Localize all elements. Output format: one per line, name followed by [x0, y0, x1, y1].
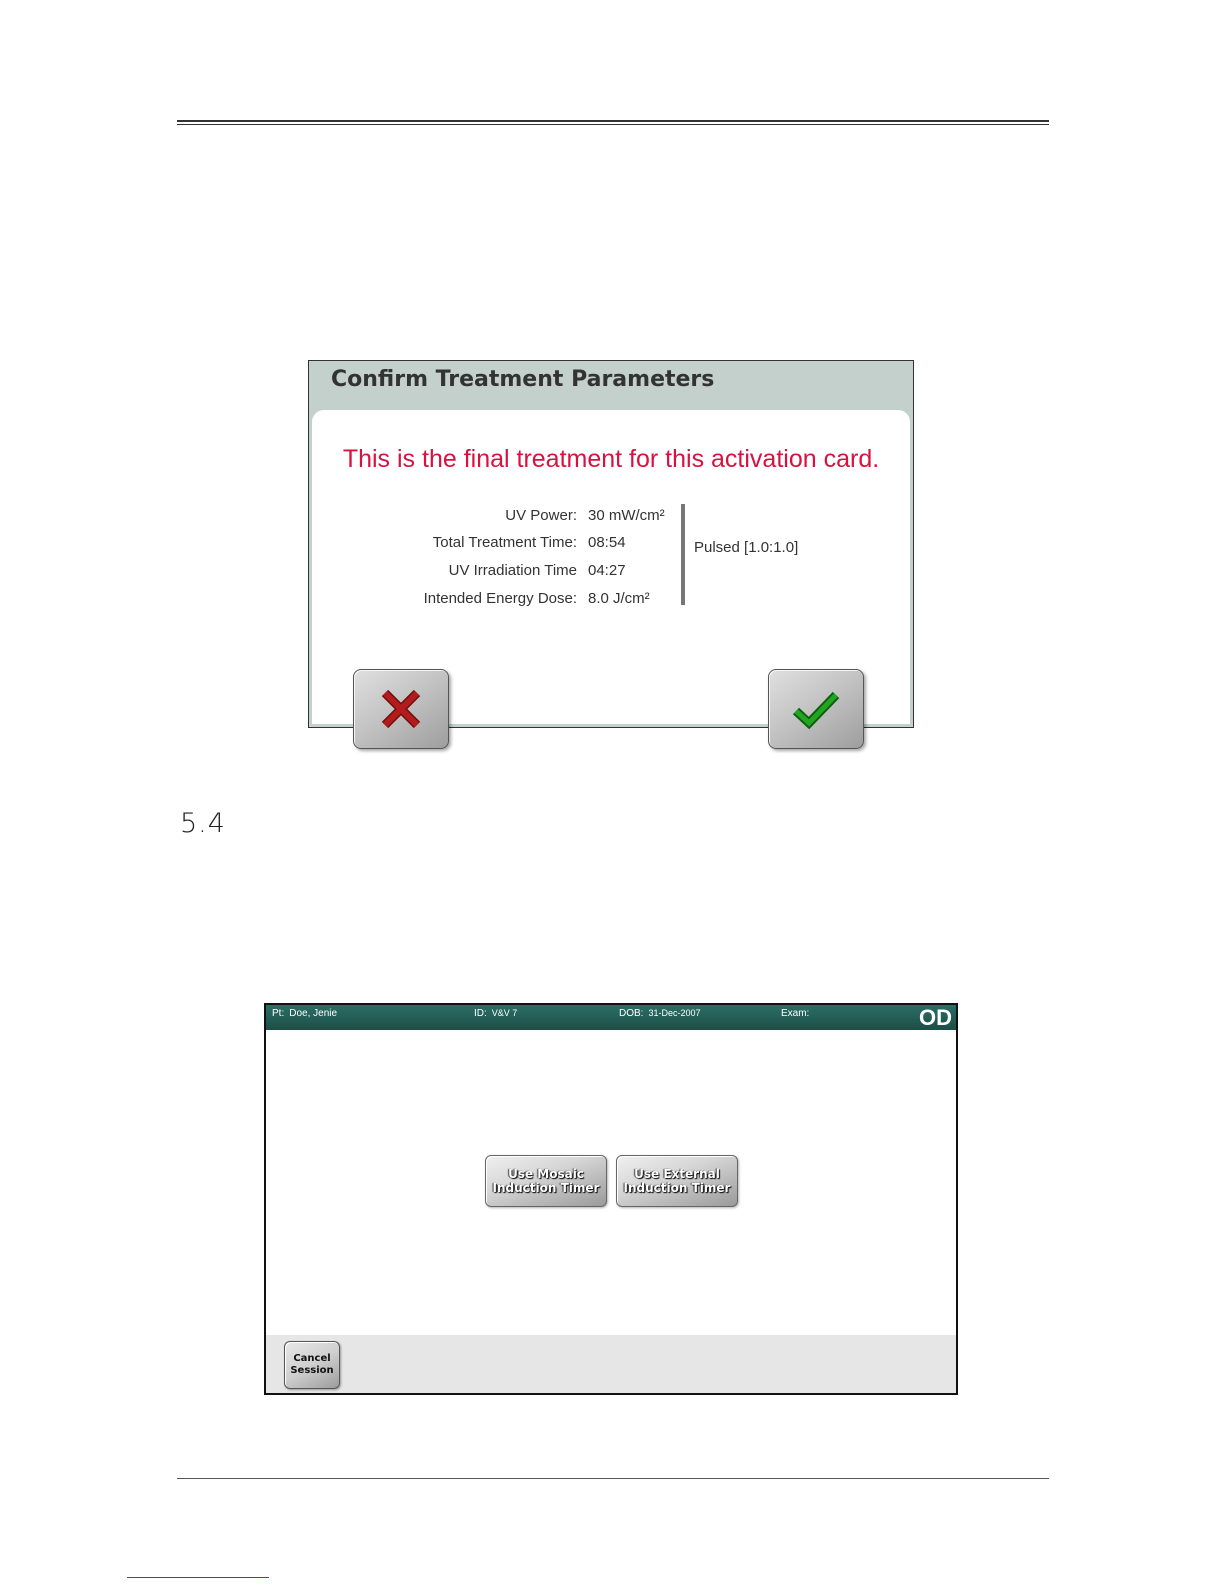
param-row-total-time [312, 530, 912, 556]
button-line: Use Mosaic [508, 1167, 584, 1181]
patient-field [272, 1008, 337, 1019]
patient-label: Pt: [272, 1008, 285, 1019]
button-line: Session [290, 1365, 334, 1376]
dob-label: DOB: [619, 1008, 644, 1019]
section-number: 5.4 [180, 808, 226, 839]
treatment-parameters [312, 503, 912, 613]
param-value: 04:27 [588, 562, 626, 579]
cancel-session-button[interactable] [284, 1341, 340, 1389]
button-line: Induction Timer [623, 1181, 731, 1195]
button-line: Cancel [293, 1353, 331, 1364]
param-value: 8.0 J/cm² [588, 590, 650, 607]
exam-field [781, 1008, 814, 1019]
dob-field [619, 1008, 700, 1019]
eye-indicator: OD [919, 1005, 952, 1030]
x-icon [377, 685, 425, 733]
param-label: Intended Energy Dose: [423, 590, 577, 607]
patient-name: Doe, Jenie [289, 1008, 338, 1019]
pulse-mode: Pulsed [1.0:1.0] [694, 539, 799, 556]
param-row-energy-dose [312, 586, 912, 612]
patient-info-bar [266, 1005, 956, 1030]
exam-label: Exam: [781, 1008, 810, 1019]
final-treatment-warning: This is the final treatment for this activation card. [342, 445, 880, 473]
use-mosaic-timer-button[interactable] [485, 1155, 607, 1207]
dialog-body [312, 410, 910, 724]
param-row-uv-power [312, 503, 912, 529]
footer-rule [177, 1478, 1049, 1479]
parameter-divider [681, 504, 685, 605]
param-label: UV Power: [505, 507, 577, 524]
header-rule [177, 120, 1049, 122]
footer-link-underline[interactable] [127, 1577, 269, 1578]
param-label: Total Treatment Time: [432, 534, 577, 551]
id-value: V&V 7 [491, 1008, 518, 1018]
dob-value: 31-Dec-2007 [648, 1008, 701, 1018]
induction-timer-screen [264, 1003, 958, 1395]
cancel-button[interactable] [353, 669, 449, 749]
button-line: Induction Timer [492, 1181, 600, 1195]
header-rule-thin [177, 124, 1049, 125]
param-row-irradiation-time [312, 558, 912, 584]
param-value: 08:54 [588, 534, 626, 551]
checkmark-icon [790, 685, 842, 733]
param-label: UV Irradiation Time [448, 562, 577, 579]
button-line: Use External [634, 1167, 720, 1181]
confirm-treatment-dialog [308, 360, 914, 728]
dialog-title: Confirm Treatment Parameters [331, 367, 715, 392]
id-field [474, 1008, 517, 1019]
param-value: 30 mW/cm² [588, 507, 665, 524]
bottom-bar [266, 1335, 956, 1393]
confirm-button[interactable] [768, 669, 864, 749]
id-label: ID: [474, 1008, 487, 1019]
use-external-timer-button[interactable] [616, 1155, 738, 1207]
